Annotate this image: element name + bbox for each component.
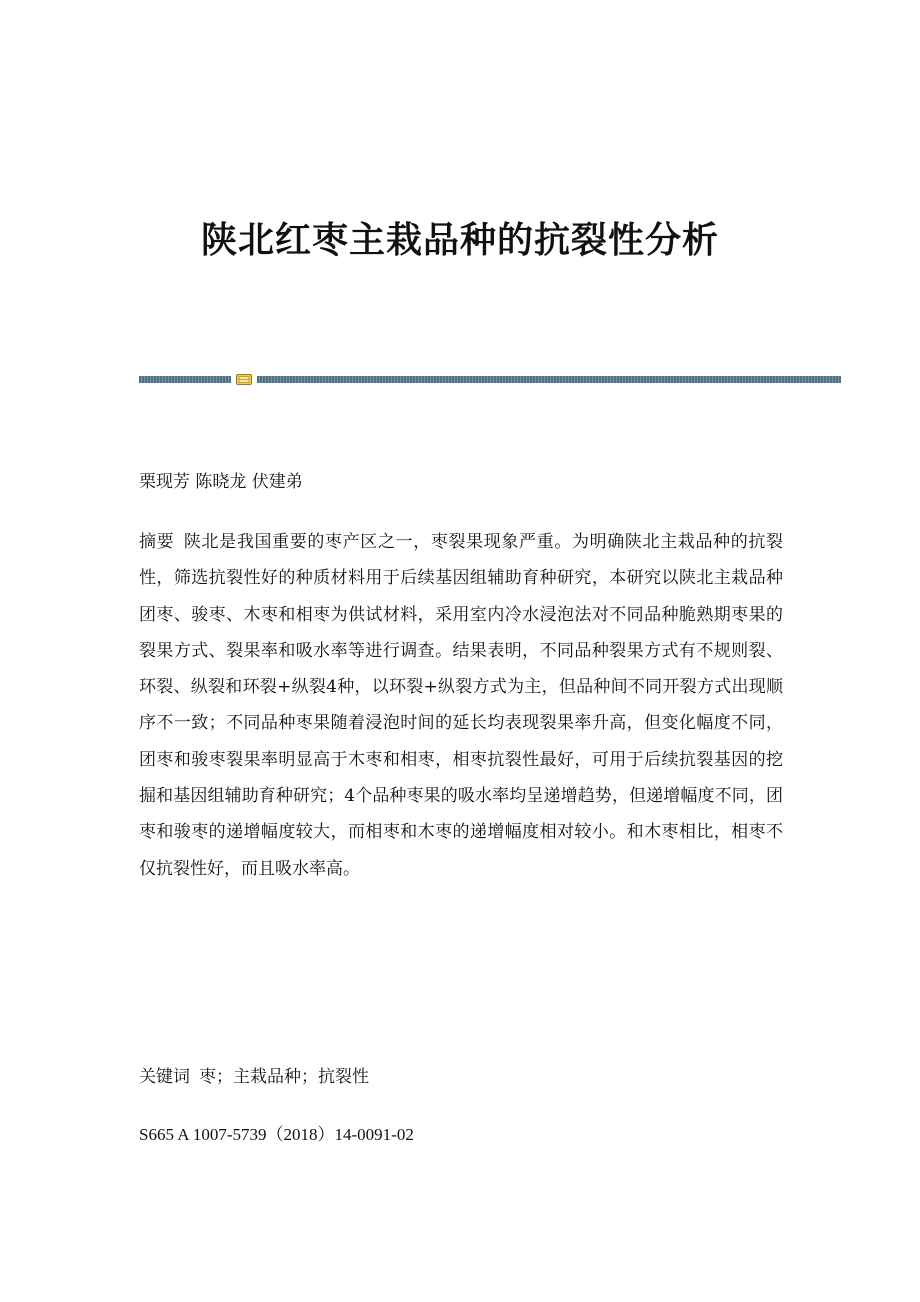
divider-right-bar [257, 376, 841, 383]
classification-code: S665 A 1007-5739（2018）14-0091-02 [139, 1125, 414, 1144]
abstract-text: 陕北是我国重要的枣产区之一，枣裂果现象严重。为明确陕北主栽品种的抗裂性，筛选抗裂性好的种质材料用于后续基因组辅助育种研究，本研究以陕北主栽品种团枣、骏枣、木枣和相枣为供试材料，采用室内冷水浸泡法对不同品种脆熟期枣果的裂果方式、裂果率和吸水率等进行调查。结果表明，不同品种裂果方式有不规则裂、环裂、纵裂和环裂+纵裂4种，以环裂+纵裂方式为主，但品种间不同开裂方式出现顺序不一致；不同品种枣果随着浸泡时间的延长均表现裂果率升高，但变化幅度不同，团枣和骏枣裂果率明显高于木枣和相枣，相枣抗裂性最好，可用于后续抗裂基因的挖掘和基因组辅助育种研究；4个品种枣果的吸水率均呈递增趋势，但递增幅度不同，团枣和骏枣的递增幅度较大，而相枣和木枣的递增幅度相对较小。和木枣相比，相枣不仅抗裂性好，而且吸水率高。 [139, 532, 784, 879]
author-list: 栗现芳 陈晓龙 伏建弟 [139, 472, 303, 492]
keywords-line [139, 1065, 369, 1089]
abstract-paragraph [139, 524, 783, 887]
paper-title: 陕北红枣主栽品种的抗裂性分析 [200, 219, 719, 261]
keywords-text: 枣；主栽品种；抗裂性 [199, 1067, 369, 1087]
abstract-label: 摘要 [139, 532, 175, 552]
divider-left-bar [139, 376, 231, 383]
keywords-label: 关键词 [139, 1067, 190, 1087]
title-divider [139, 374, 841, 384]
divider-emblem-icon [236, 374, 252, 385]
